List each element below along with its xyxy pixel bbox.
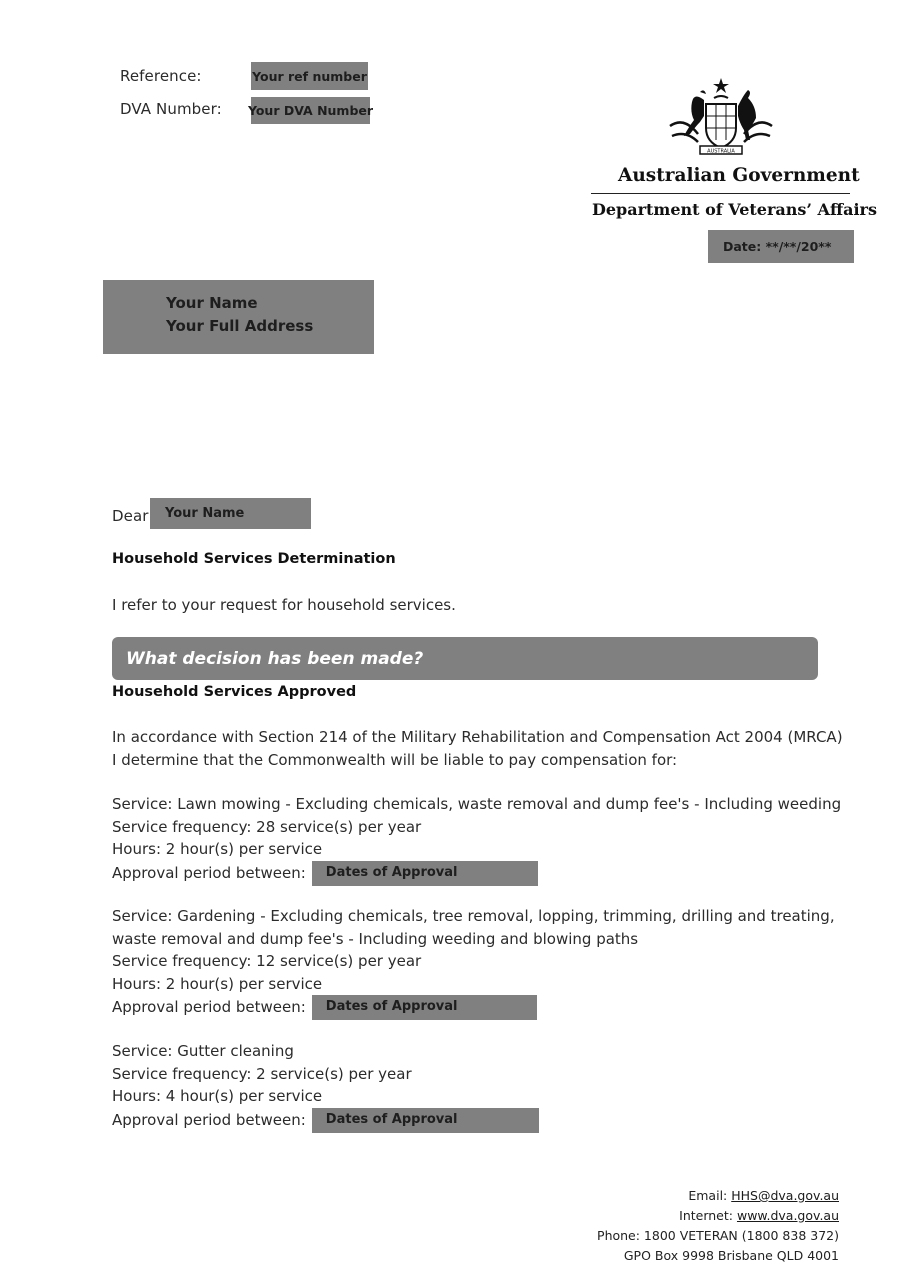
org-name-line1: Australian Government <box>618 165 860 186</box>
footer-internet-line <box>597 1206 839 1226</box>
section-heading-text: What decision has been made? <box>126 648 424 669</box>
footer-internet-link[interactable]: www.dva.gov.au <box>736 1208 839 1223</box>
salutation-name-field: Your Name <box>150 498 311 529</box>
approval-dates-field: Dates of Approval <box>312 995 537 1020</box>
approval-row <box>112 1108 539 1133</box>
section-heading-banner <box>112 637 818 680</box>
intro-text: I refer to your request for household services. <box>112 596 456 614</box>
reference-value-field: Your ref number <box>251 62 368 90</box>
accordance-paragraph <box>112 726 843 771</box>
service-block-gardening <box>112 905 835 1020</box>
service-block-lawn-mowing <box>112 793 841 886</box>
dva-number-value-field: Your DVA Number <box>251 97 370 124</box>
accordance-line-2: I determine that the Commonwealth will be liable to pay compensation for: <box>112 750 678 769</box>
accordance-line-1: In accordance with Section 214 of the Military Rehabilitation and Compensation Act 2004 (MRCA) <box>112 728 843 746</box>
service-frequency: Service frequency: 12 service(s) per year <box>112 952 422 970</box>
approval-dates-field: Dates of Approval <box>312 861 538 886</box>
service-hours: Hours: 2 hour(s) per service <box>112 840 323 858</box>
recipient-address: Your Full Address <box>166 317 314 335</box>
salutation-label: Dear <box>112 507 149 525</box>
service-description-continued: waste removal and dump fee's - Including weeding and blowing paths <box>112 929 639 948</box>
service-description: Service: Lawn mowing - Excluding chemicals, waste removal and dump fee's - Including weeding <box>112 795 842 813</box>
service-frequency: Service frequency: 2 service(s) per year <box>112 1064 412 1083</box>
date-field: Date: **/**/20** <box>708 230 854 263</box>
letter-subject: Household Services Determination <box>112 551 396 567</box>
service-block-gutter-cleaning <box>112 1040 539 1133</box>
approved-heading: Household Services Approved <box>112 684 357 700</box>
approval-label: Approval period between: <box>112 998 306 1017</box>
footer-email-label: Email: <box>688 1188 732 1203</box>
approval-label: Approval period between: <box>112 1110 306 1129</box>
approval-row <box>112 861 841 886</box>
recipient-name: Your Name <box>166 294 258 312</box>
footer-postal-address: GPO Box 9998 Brisbane QLD 4001 <box>623 1248 839 1263</box>
dva-number-label: DVA Number: <box>120 100 222 118</box>
service-description: Service: Gutter cleaning <box>112 1042 294 1060</box>
contact-footer <box>597 1186 839 1266</box>
service-frequency: Service frequency: 28 service(s) per year <box>112 817 422 836</box>
reference-label: Reference: <box>120 67 202 85</box>
footer-email-link[interactable]: HHS@dva.gov.au <box>731 1188 839 1203</box>
service-hours: Hours: 2 hour(s) per service <box>112 974 323 993</box>
footer-phone: Phone: 1800 VETERAN (1800 838 372) <box>597 1228 839 1243</box>
approval-dates-field: Dates of Approval <box>312 1108 539 1133</box>
svg-text:AUSTRALIA: AUSTRALIA <box>707 148 735 155</box>
approval-label: Approval period between: <box>112 863 306 882</box>
service-description: Service: Gardening - Excluding chemicals, tree removal, lopping, trimming, drilling and treating, <box>112 907 835 925</box>
approval-row <box>112 995 835 1020</box>
org-divider <box>591 193 850 194</box>
footer-email-line <box>597 1186 839 1206</box>
address-block <box>103 280 374 354</box>
footer-internet-label: Internet: <box>679 1208 737 1223</box>
commonwealth-coat-of-arms-icon <box>664 76 778 158</box>
org-name-line2: Department of Veterans’ Affairs <box>592 200 877 219</box>
service-hours: Hours: 4 hour(s) per service <box>112 1087 323 1105</box>
